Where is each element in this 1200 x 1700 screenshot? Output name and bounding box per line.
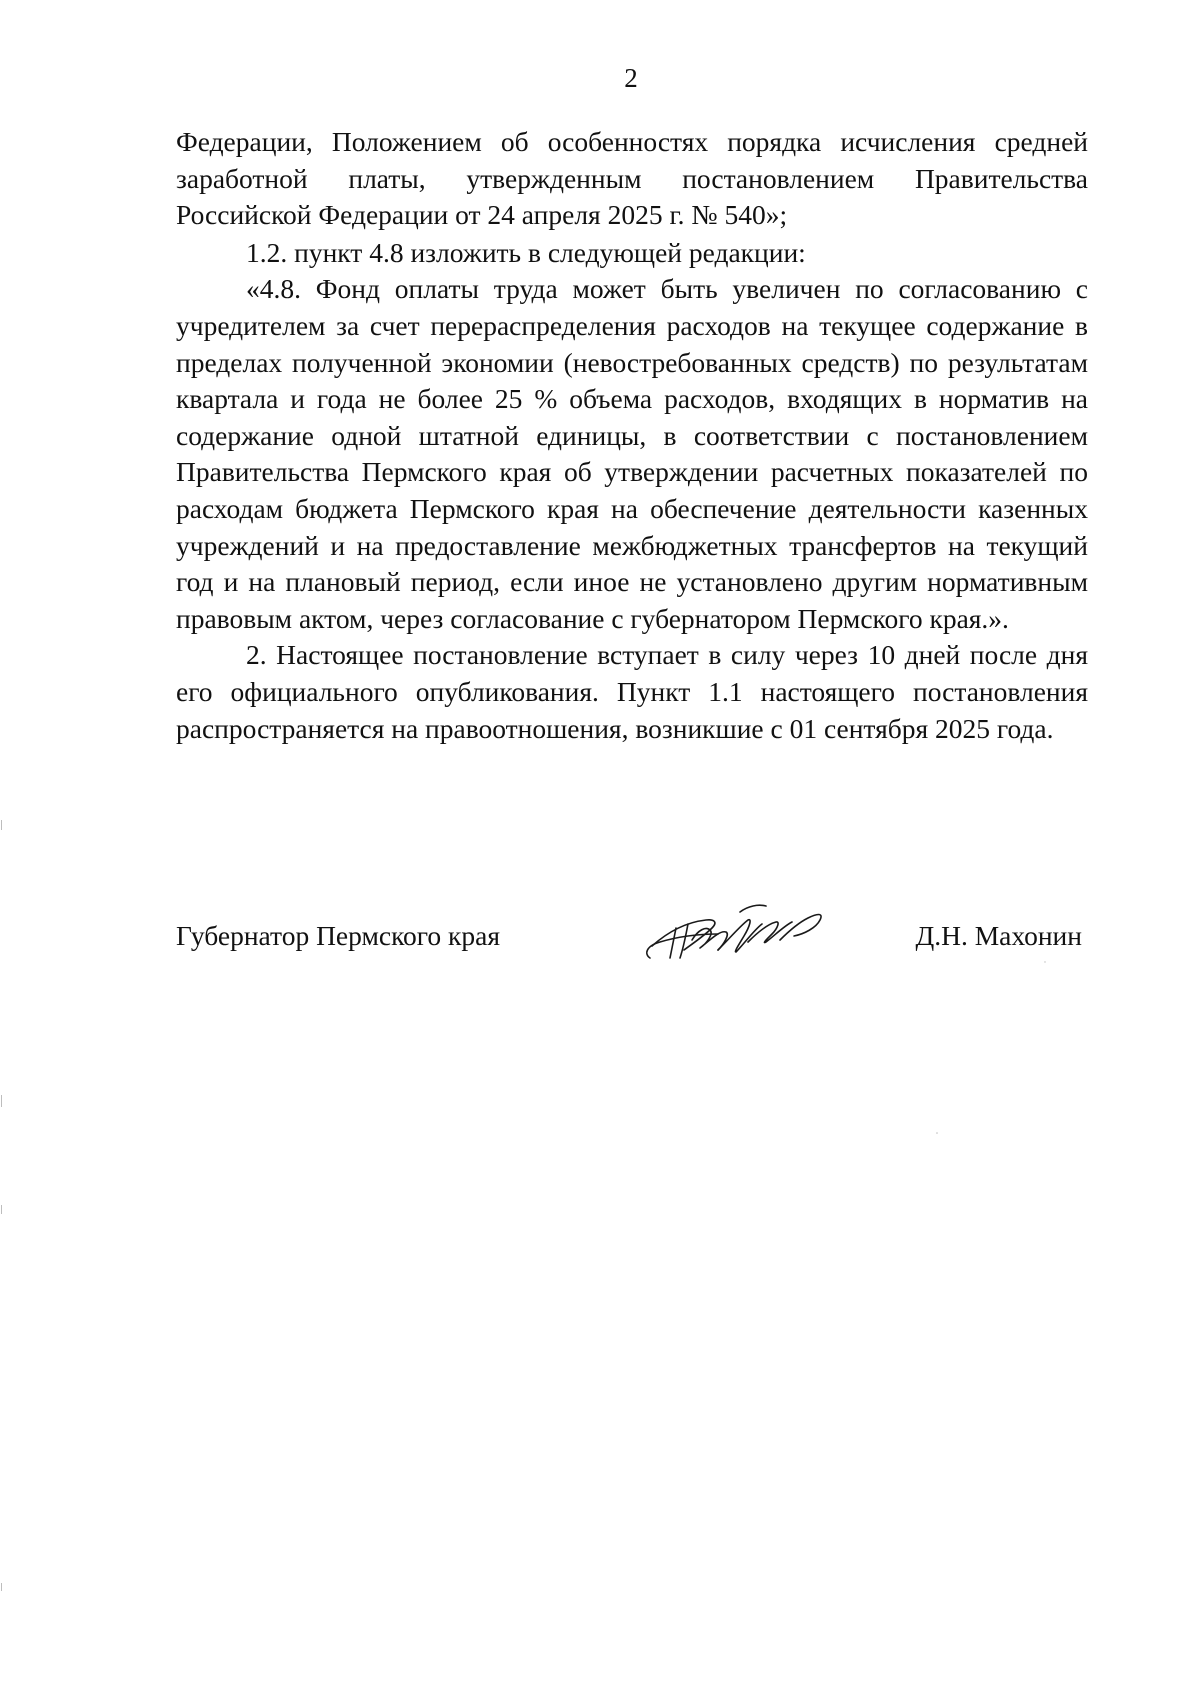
paragraph-item-4-8: «4.8. Фонд оплаты труда может быть увеличен по согласованию с учредителем за счет перераспределения расходов на текущее содержание в пределах полученной экономии (невостребованных средств) по результатам квартала и года не более 25 % объема расходов, входящих в норматив на содержание одной штатной единицы, в соответствии с постановлением Правительства Пермского края об утверждении расчетных показателей по расходам бюджета Пермского края на обеспечение деятельности казенных учреждений и на предоставление межбюджетных трансфертов на текущий год и на плановый период, если иное не установлено другим нормативным правовым актом, через согласование с губернатором Пермского края.». <box>176 273 1088 634</box>
signer-name: Д.Н. Махонин <box>915 920 1082 951</box>
handwritten-signature-icon <box>640 900 830 964</box>
signature-block <box>176 900 1088 980</box>
signer-position: Губернатор Пермского края <box>176 920 500 951</box>
paragraph-continuation: Федерации, Положением об особенностях порядка исчисления средней заработной платы, утвержденным постановлением Правительства Российской Федерации от 24 апреля 2025 г. № 540»; <box>176 126 1088 231</box>
page-number: 2 <box>624 63 638 93</box>
paragraph-item-1-2: 1.2. пункт 4.8 изложить в следующей редакции: <box>246 236 806 268</box>
paragraph-item-2: 2. Настоящее постановление вступает в силу через 10 дней после дня его официального опубликования. Пункт 1.1 настоящего постановления распространяется на правоотношения, возникшие с 01 сентября 2025 года. <box>176 639 1088 744</box>
document-body <box>176 124 1088 747</box>
